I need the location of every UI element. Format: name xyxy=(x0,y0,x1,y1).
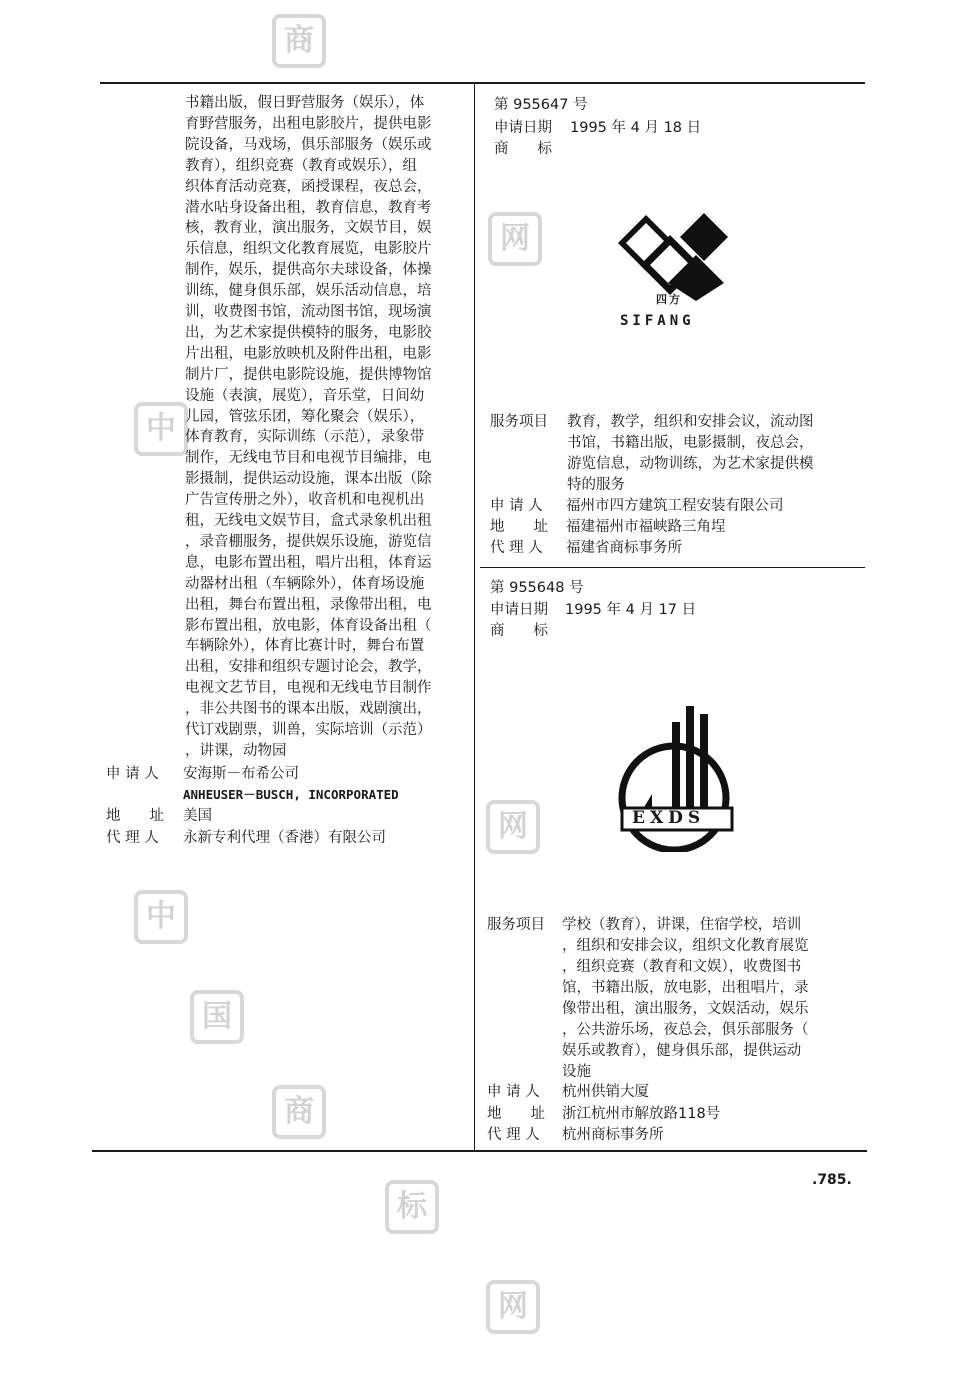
service-line: 儿园，管弦乐团，筹化聚会（娱乐）， xyxy=(185,408,425,425)
service-line: 像带出租，演出服务，文娱活动，娱乐 xyxy=(562,1001,809,1017)
entry2-agent-label: 代 理 人 xyxy=(487,1127,540,1143)
left-agent: 永新专利代理（香港）有限公司 xyxy=(183,830,386,846)
service-line: 育野营服务，出租电影胶片，提供电影 xyxy=(185,115,432,132)
service-line: 租，无线电文娱节目，盒式录象机出租 xyxy=(185,513,432,529)
entry2-agent: 杭州商标事务所 xyxy=(562,1127,664,1143)
service-line: 训，收费图书馆，流动图书馆，现场演 xyxy=(185,304,432,320)
entry1-applicant: 福州市四方建筑工程安装有限公司 xyxy=(566,498,784,514)
service-line: ，录音棚服务，提供娱乐设施，游览信 xyxy=(185,533,432,550)
service-line: 学校（教育），讲课，住宿学校，培训 xyxy=(562,917,802,933)
bottom-rule xyxy=(92,1150,867,1152)
entry1-mark-label: 商 标 xyxy=(494,141,552,157)
service-line: 制作，无线电节目和电视节目编排，电 xyxy=(185,450,432,467)
service-line: ，讲课，动物园 xyxy=(185,742,287,759)
entry1-date: 1995 年 4 月 18 日 xyxy=(570,120,702,136)
entry1-applicant-label: 申 请 人 xyxy=(490,498,543,514)
entry2-number: 第 955648 号 xyxy=(490,580,584,596)
left-address: 美国 xyxy=(183,808,212,824)
service-line: ，组织竞赛（教育和文娱），收费图书 xyxy=(562,959,802,975)
service-line: 娱乐或教育），健身俱乐部，提供运动 xyxy=(562,1043,802,1059)
left-applicant-label: 申 请 人 xyxy=(106,766,159,782)
service-line: 电视文艺节目，电视和无线电节目制作 xyxy=(185,680,432,697)
exds-logo xyxy=(612,702,762,852)
service-line: 影摄制，提供运动设施，课本出版（除 xyxy=(185,471,432,488)
watermark-glyph: 标 xyxy=(385,1180,439,1234)
service-line: 游览信息，动物训练，为艺术家提供模 xyxy=(567,456,814,472)
sifang-logo xyxy=(616,205,751,335)
entry2-mark-label: 商 标 xyxy=(490,623,548,639)
service-line: ，公共游乐场，夜总会，俱乐部服务（ xyxy=(562,1022,809,1038)
service-line: 书馆，书籍出版，电影摄制，夜总会， xyxy=(567,435,814,451)
entry2-date-label: 申请日期 xyxy=(490,602,548,618)
service-line: 片出租，电影放映机及附件出租，电影 xyxy=(185,345,432,362)
watermark-glyph: 网 xyxy=(486,1280,540,1334)
exds-logo-icon xyxy=(612,702,762,852)
entry2-address: 浙江杭州市解放路118号 xyxy=(562,1106,721,1122)
service-line: 乐信息，组织文化教育展览，电影胶片 xyxy=(185,241,432,258)
service-line: 潜水呫身设备出租，教育信息，教育考 xyxy=(185,199,432,216)
entry-divider xyxy=(480,567,865,568)
service-line: 院设备，马戏场，俱乐部服务（娱乐或 xyxy=(185,136,432,153)
left-agent-label: 代 理 人 xyxy=(106,830,159,846)
service-line: 动器材出租（车辆除外），体育场设施 xyxy=(185,575,425,592)
service-line: 车辆除外），体育比赛计时，舞台布置 xyxy=(185,638,425,655)
service-line: 广告宣传册之外），收音机和电视机出 xyxy=(185,492,425,509)
entry1-address-label: 地 址 xyxy=(490,519,548,535)
watermark-glyph: 网 xyxy=(488,212,542,266)
top-rule xyxy=(100,82,865,84)
entry2-applicant: 杭州供销大厦 xyxy=(562,1084,649,1100)
service-line: 影布置出租，放电影，体育设备出租（ xyxy=(185,617,432,634)
watermark-glyph: 国 xyxy=(190,990,244,1044)
entry2-applicant-label: 申 请 人 xyxy=(487,1084,540,1100)
page-number: .785. xyxy=(812,1172,852,1188)
entry1-date-label: 申请日期 xyxy=(494,120,552,136)
entry2-services-label: 服务项目 xyxy=(487,917,545,933)
entry1-agent-label: 代 理 人 xyxy=(490,540,543,556)
service-line: 馆，书籍出版，放电影，出租唱片，录 xyxy=(562,980,809,996)
entry1-services-label: 服务项目 xyxy=(490,414,548,430)
left-applicant: 安海斯－布希公司 xyxy=(183,766,299,782)
service-line: 训练，健身俱乐部，娱乐活动信息，培 xyxy=(185,283,432,300)
entry1-agent: 福建省商标事务所 xyxy=(566,540,682,556)
entry1-address: 福建福州市福峡路三角埕 xyxy=(566,519,726,535)
service-line: 教育），组织竞赛（教育或娱乐），组 xyxy=(185,157,417,174)
watermark-glyph: 商 xyxy=(272,1085,326,1139)
exds-logo-en: EXDS xyxy=(632,808,706,828)
left-address-label: 地 址 xyxy=(106,808,164,824)
service-line: 出，为艺术家提供模特的服务，电影胶 xyxy=(185,324,432,341)
service-line: ，非公共图书的课本出版，戏剧演出， xyxy=(185,701,432,718)
service-line: 设施 xyxy=(562,1064,591,1080)
service-line: 体育教育，实际训练（示范），录象带 xyxy=(185,429,425,446)
watermark-glyph: 商 xyxy=(272,14,326,68)
entry2-address-label: 地 址 xyxy=(487,1106,545,1122)
column-divider xyxy=(474,84,475,1152)
service-line: 教育，教学，组织和安排会议，流动图 xyxy=(567,414,814,430)
service-line: 核，教育业，演出服务，文娱节目，娱 xyxy=(185,220,432,237)
service-line: ，组织和安排会议，组织文化教育展览 xyxy=(562,938,809,954)
service-line: 特的服务 xyxy=(567,477,625,493)
watermark-glyph: 中 xyxy=(134,402,188,456)
sifang-logo-cn: 四方 xyxy=(656,293,682,306)
service-line: 制片厂，提供电影院设施，提供博物馆 xyxy=(185,366,432,383)
sifang-logo-en: SIFANG xyxy=(620,313,695,329)
service-line: 制作，娱乐，提供高尔夫球设备，体操 xyxy=(185,262,432,279)
service-line: 代订戏剧票，训兽，实际培训（示范） xyxy=(185,722,432,738)
left-applicant-en: ANHEUSER－BUSCH, INCORPORATED xyxy=(183,787,399,802)
service-line: 出租，安排和组织专题讨论会，教学， xyxy=(185,659,432,676)
service-line: 织体育活动竞赛，函授课程，夜总会， xyxy=(185,178,432,195)
service-line: 设施（表演，展览），音乐堂，日间幼 xyxy=(185,387,425,404)
watermark-glyph: 中 xyxy=(134,890,188,944)
entry1-number: 第 955647 号 xyxy=(494,97,588,113)
watermark-glyph: 网 xyxy=(486,800,540,854)
service-line: 书籍出版，假日野营服务（娱乐），体 xyxy=(185,95,425,111)
service-line: 息，电影布置出租，唱片出租，体育运 xyxy=(185,554,432,571)
entry2-date: 1995 年 4 月 17 日 xyxy=(565,602,697,618)
service-line: 出租，舞台布置出租，录像带出租，电 xyxy=(185,596,432,613)
